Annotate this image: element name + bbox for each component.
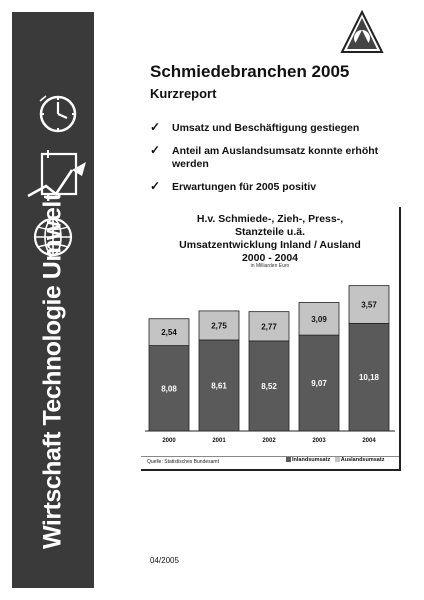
- page-title: Schmiedebranchen 2005: [150, 62, 350, 81]
- chart-title-line: Stanzteile u.ä.: [234, 226, 306, 238]
- data-label-ausland: 2,75: [211, 321, 227, 331]
- sidebar-vertical-text: Wirtschaft Technologie Umwelt: [38, 193, 67, 549]
- x-tick-label: 2004: [362, 438, 376, 444]
- data-label-ausland: 2,77: [261, 322, 277, 332]
- chart-title-line: H.v. Schmiede-, Zieh-, Press-,: [196, 213, 344, 225]
- x-tick-label: 2002: [262, 438, 276, 444]
- data-label-inland: 8,61: [211, 381, 227, 391]
- check-icon: ✓: [150, 179, 161, 193]
- legend-label: Auslandsumsatz: [340, 457, 385, 463]
- legend-swatch-ausland: [335, 457, 340, 462]
- check-icon: ✓: [150, 120, 161, 134]
- data-label-ausland: 2,54: [161, 328, 177, 338]
- ig-metall-logo: [340, 10, 384, 54]
- data-label-ausland: 3,09: [311, 314, 327, 324]
- bullet-item: [150, 122, 400, 135]
- legend-label: Inlandsumsatz: [292, 457, 331, 463]
- sidebar-band: [12, 12, 94, 588]
- data-label-inland: 9,07: [311, 379, 327, 389]
- bullet-text: Umsatz und Beschäftigung gestiegen: [172, 122, 360, 134]
- bullet-text: Erwartungen für 2005 positiv: [172, 181, 317, 193]
- chart-legend: [283, 457, 384, 463]
- bullet-list: [150, 122, 400, 204]
- bullet-item: [150, 181, 400, 194]
- chart-title-line: Umsatzentwicklung Inland / Ausland: [179, 239, 361, 251]
- chart-source: Quelle: Statistisches Bundesamt: [147, 459, 219, 465]
- data-label-inland: 10,18: [358, 373, 380, 383]
- bullet-item: [150, 145, 400, 171]
- page-subtitle: Kurzreport: [150, 86, 217, 101]
- data-label-inland: 8,52: [261, 381, 277, 391]
- x-tick-label: 2001: [212, 438, 226, 444]
- chart-title-line: 2000 - 2004: [241, 252, 299, 264]
- clock-icon: [12, 90, 94, 140]
- data-label-inland: 8,08: [161, 384, 177, 394]
- x-tick-label: 2000: [162, 438, 176, 444]
- data-label-ausland: 3,57: [361, 300, 377, 310]
- chart-unit: in Milliarden Euro: [250, 263, 290, 269]
- check-icon: ✓: [150, 143, 161, 157]
- footer-date: 04/2005: [150, 556, 179, 565]
- x-tick-label: 2003: [312, 438, 326, 444]
- legend-swatch-inland: [286, 457, 291, 462]
- chart-box: [141, 207, 401, 471]
- stacked-bar-chart: [141, 265, 399, 455]
- bullet-text: Anteil am Auslandsumsatz konnte erhöht werden: [172, 145, 379, 170]
